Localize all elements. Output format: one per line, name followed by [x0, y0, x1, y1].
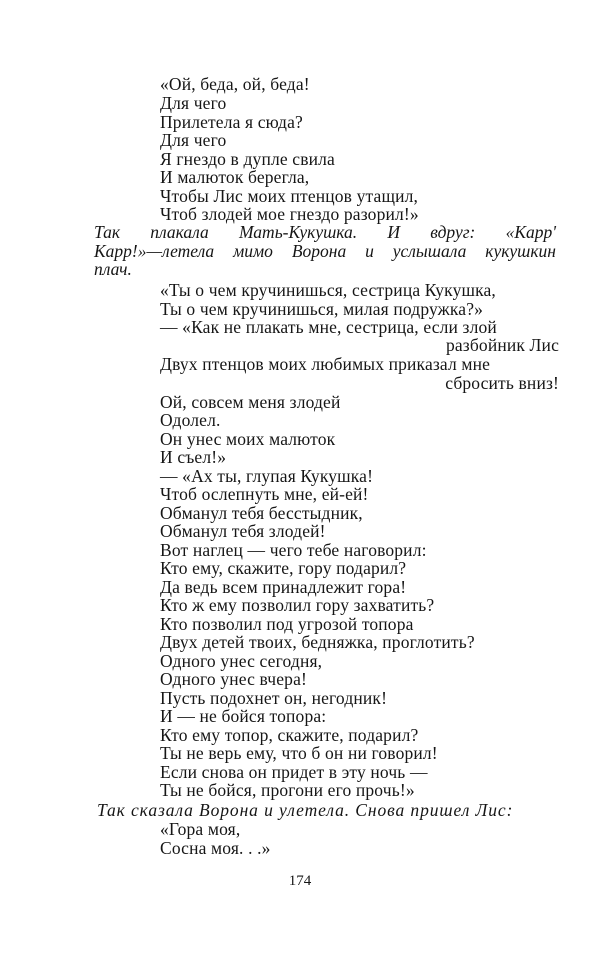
poem-line: Ты о чем кручинишься, милая подружка?»	[160, 299, 484, 319]
poem-line: Кто позволил под угрозой топора	[160, 614, 414, 634]
poem-line: Прилетела я сюда?	[160, 112, 303, 132]
poem-line: «Гора моя,	[160, 819, 241, 839]
poem-line: Чтобы Лис моих птенцов утащил,	[160, 186, 418, 206]
poem-line: И съел!»	[160, 447, 227, 467]
poem-line: Да ведь всем принадлежит гора!	[160, 577, 407, 597]
poem-line: Если снова он придет в эту ночь —	[160, 762, 428, 782]
poem-line: Двух птенцов моих любимых приказал мне	[160, 354, 491, 374]
poem-line: Ты не верь ему, что б он ни говорил!	[160, 743, 438, 763]
poem-line: Чтоб ослепнуть мне, ей-ей!	[160, 484, 369, 504]
poem-line: Чтоб злодей мое гнездо разорил!»	[160, 204, 419, 224]
poem-line: Кто ему топор, скажите, подарил?	[160, 725, 419, 745]
poem-line: Вот наглец — чего тебе наговорил:	[160, 540, 427, 560]
poem-line: Я гнездо в дупле свила	[160, 149, 335, 169]
narration-line: Так плакала Мать-Кукушка. И вдруг: «Карр'	[94, 222, 556, 242]
poem-line: И малюток берегла,	[160, 167, 310, 187]
poem-line: «Ой, беда, ой, беда!	[160, 74, 310, 94]
poem-line: Одного унес сегодня,	[160, 651, 323, 671]
narration-line: плач.	[94, 259, 132, 279]
poem-line-continuation: сбросить вниз!	[445, 373, 559, 393]
poem-line: Он унес моих малюток	[160, 429, 336, 449]
poem-line: Одного унес вчера!	[160, 669, 307, 689]
poem-line: Кто ж ему позволил гору захватить?	[160, 595, 435, 615]
poem-line: — «Как не плакать мне, сестрица, если злой	[160, 317, 497, 337]
poem-line: Кто ему, скажите, гору подарил?	[160, 558, 407, 578]
poem-line: Ты не бойся, прогони его прочь!»	[160, 780, 415, 800]
poem-line: Сосна моя. . .»	[160, 838, 271, 858]
poem-line: Одолел.	[160, 410, 221, 430]
page-number: 174	[288, 873, 312, 889]
poem-line: Обманул тебя злодей!	[160, 521, 326, 541]
narration-paragraph	[94, 223, 556, 279]
poem-line-continuation: разбойник Лис	[445, 335, 559, 355]
poem-line: Ой, совсем меня злодей	[160, 392, 341, 412]
narration-line: Так сказала Ворона и улетела. Снова пришел Лис:	[97, 800, 514, 820]
poem-line: Для чего	[160, 130, 227, 150]
poem-line: — «Ах ты, глупая Кукушка!	[160, 466, 374, 486]
poem-line: Для чего	[160, 93, 227, 113]
poem-line: «Ты о чем кручинишься, сестрица Кукушка,	[160, 280, 496, 300]
poem-line: Пусть подохнет он, негодник!	[160, 688, 388, 708]
poem-line: Двух детей твоих, бедняжка, проглотить?	[160, 632, 475, 652]
narration-line: Карр!»—летела мимо Ворона и услышала кукушкин	[94, 240, 556, 261]
poem-line: И — не бойся топора:	[160, 706, 327, 726]
poem-line: Обманул тебя бесстыдник,	[160, 503, 363, 523]
